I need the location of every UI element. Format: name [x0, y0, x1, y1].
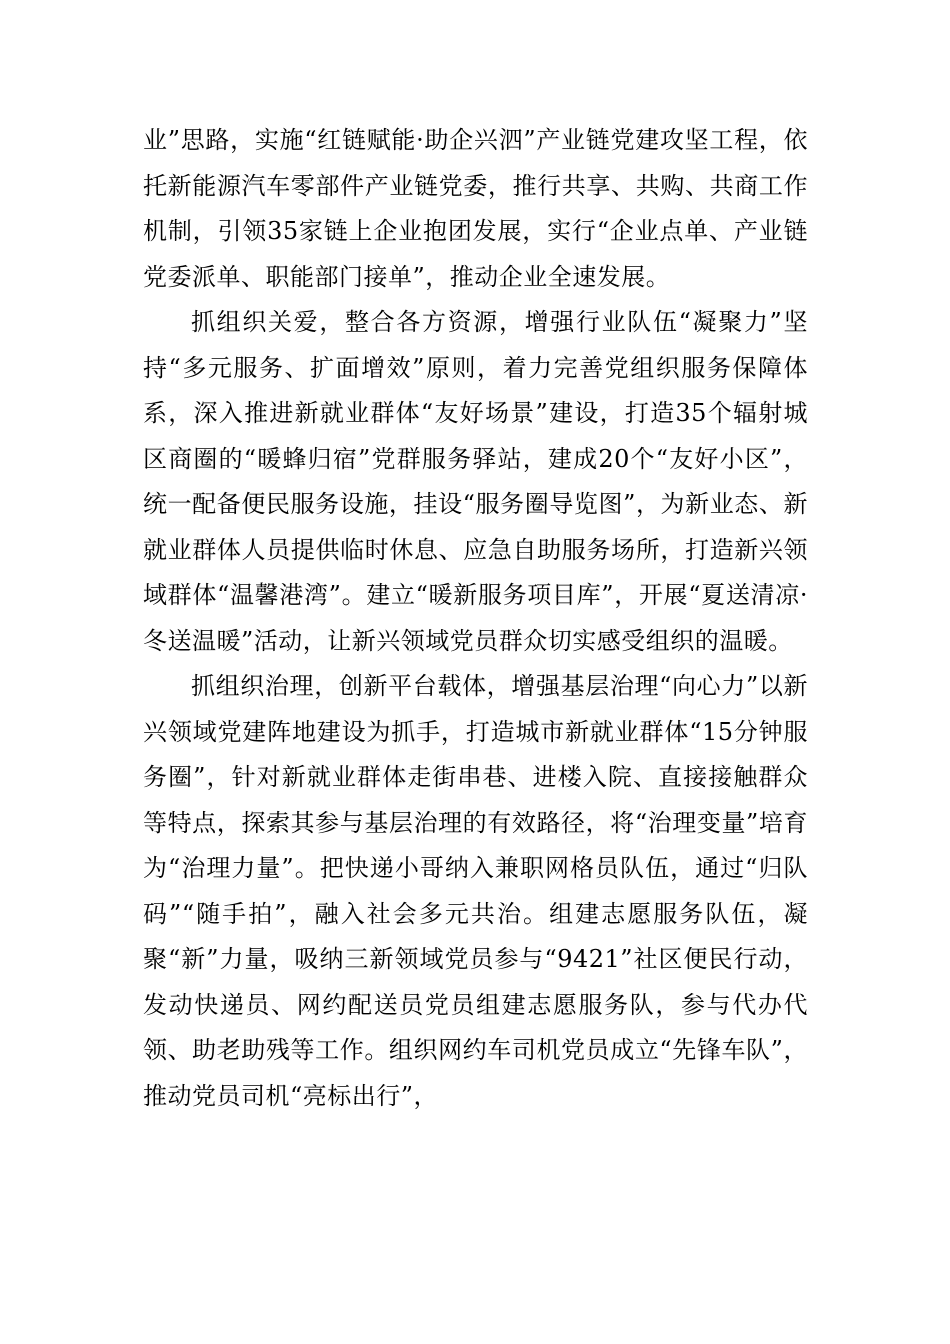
paragraph-1: 业”思路，实施“红链赋能·助企兴泗”产业链党建攻坚工程，依托新能源汽车零部件产业链党委，推行共享、共购、共商工作机制，引领35家链上企业抱团发展，实行“企业点单、产业链党委派单、职能部门接单”，推动企业全速发展。: [143, 126, 808, 291]
document-body: [143, 118, 808, 1119]
paragraph-2: 抓组织关爱，整合各方资源，增强行业队伍“凝聚力”坚持“多元服务、扩面增效”原则，着力完善党组织服务保障体系，深入推进新就业群体“友好场景”建设，打造35个辐射城区商圈的“暖蜂归宿”党群服务驿站，建成20个“友好小区”，统一配备便民服务设施，挂设“服务圈导览图”，为新业态、新就业群体人员提供临时休息、应急自助服务场所，打造新兴领域群体“温馨港湾”。建立“暖新服务项目库”，开展“夏送清凉·冬送温暖”活动，让新兴领域党员群众切实感受组织的温暖。: [143, 308, 808, 655]
paragraph-3: 抓组织治理，创新平台载体，增强基层治理“向心力”以新兴领域党建阵地建设为抓手，打造城市新就业群体“15分钟服务圈”，针对新就业群体走街串巷、进楼入院、直接接触群众等特点，探索其参与基层治理的有效路径，将“治理变量”培育为“治理力量”。把快递小哥纳入兼职网格员队伍，通过“归队码”“随手拍”，融入社会多元共治。组建志愿服务队伍，凝聚“新”力量，吸纳三新领域党员参与“9421”社区便民行动，发动快递员、网约配送员党员组建志愿服务队，参与代办代领、助老助残等工作。组织网约车司机党员成立“先锋车队”，推动党员司机“亮标出行”，: [143, 672, 808, 1110]
